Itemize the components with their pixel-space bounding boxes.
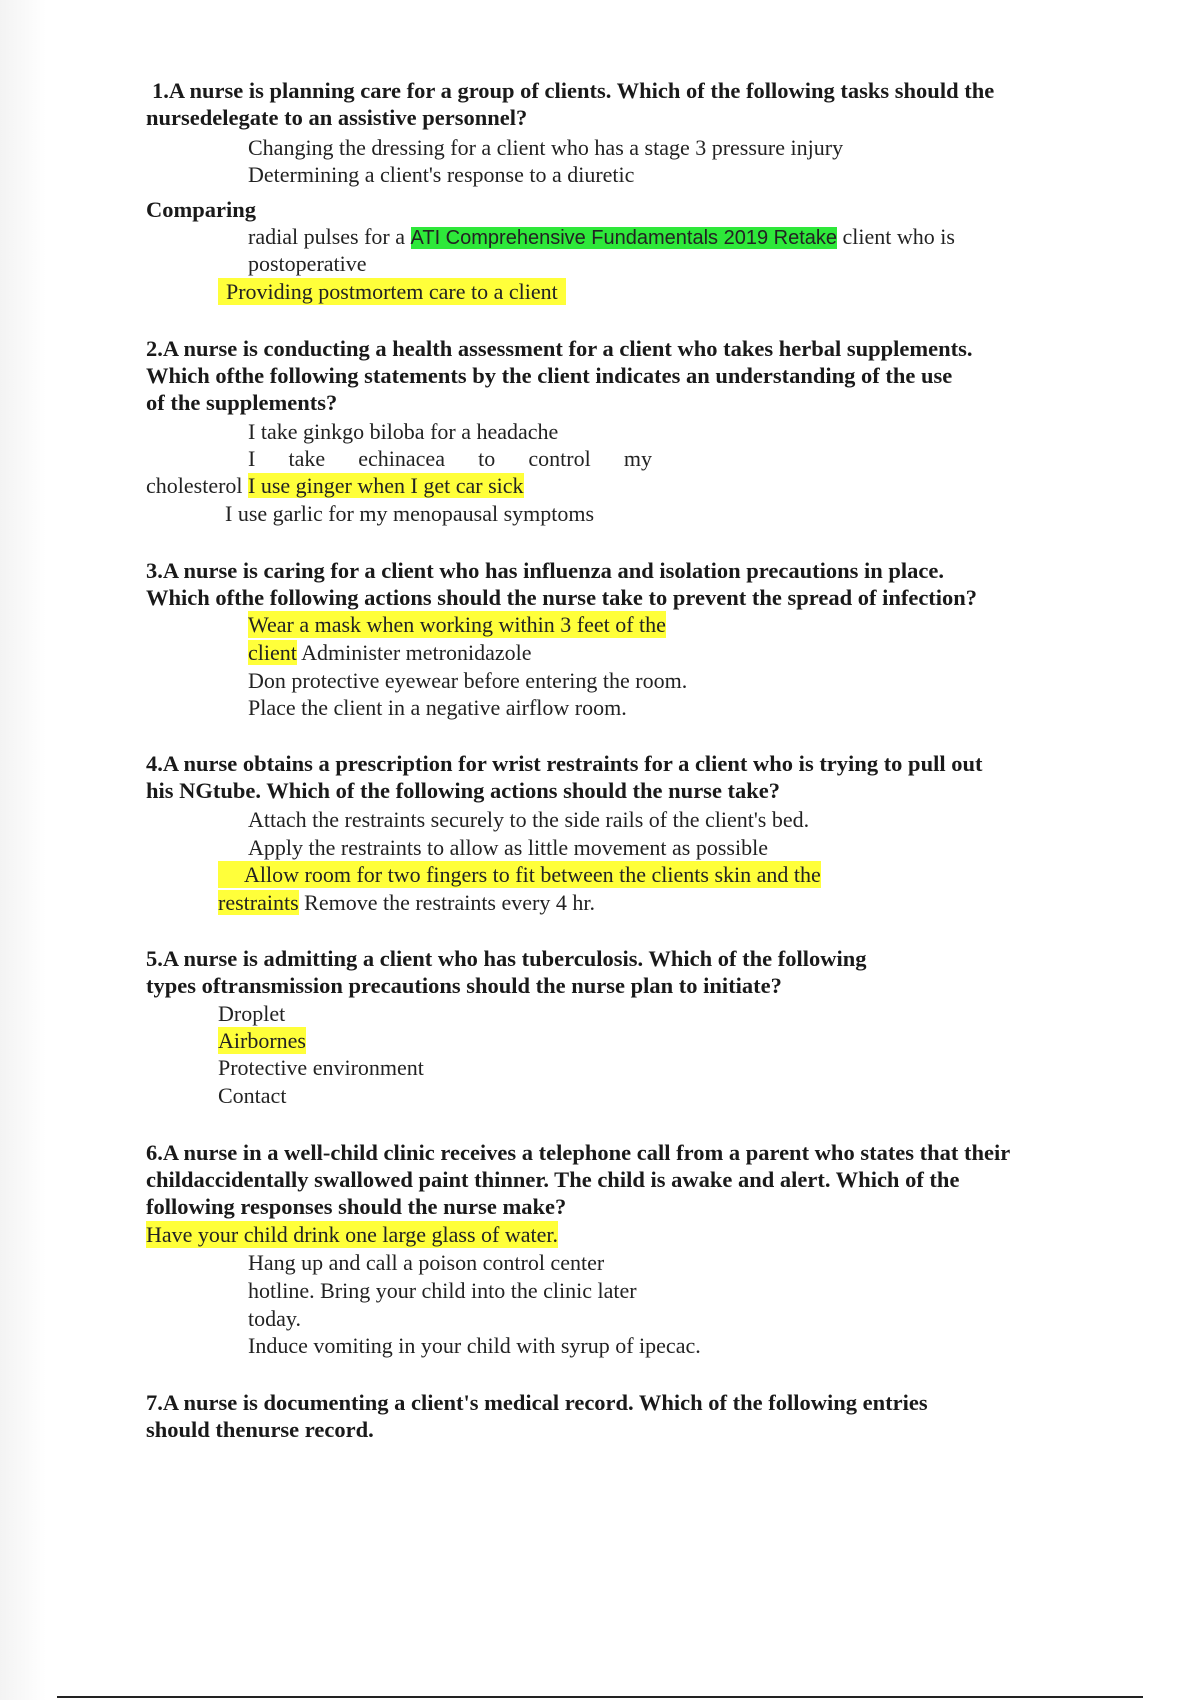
q5-option-a: Droplet xyxy=(218,1001,286,1026)
q2-word: I xyxy=(248,446,256,471)
q4-answer-highlight: Allow room for two fingers to fit between the clients skin and the xyxy=(218,861,821,888)
q4-option-a: Attach the restraints securely to the side rails of the client's bed. xyxy=(248,807,810,832)
q6-option-d: Induce vomiting in your child with syrup of ipecac. xyxy=(248,1333,701,1358)
q1-option-c-tail: client who is xyxy=(842,224,955,249)
q1-answer-highlight: Providing postmortem care to a client xyxy=(218,278,566,305)
q2-option-b-cont: cholesterol xyxy=(146,473,243,498)
q6-option-b-cont: hotline. Bring your child into the clinic later xyxy=(248,1278,637,1303)
q2-option-b-line xyxy=(248,445,652,472)
q1-option-c-line xyxy=(248,223,955,252)
q1-option-c-lead: Comparing xyxy=(146,197,257,222)
question-4-line-1: 4.A nurse obtains a prescription for wrist restraints for a client who is trying to pull out xyxy=(146,751,983,776)
q2-option-d: I use garlic for my menopausal symptoms xyxy=(225,501,595,526)
question-6-line-3: following responses should the nurse make? xyxy=(146,1194,567,1219)
question-7-line-1: 7.A nurse is documenting a client's medical record. Which of the following entries xyxy=(146,1390,928,1415)
q3-option-d: Place the client in a negative airflow room. xyxy=(248,695,627,720)
question-6-line-1: 6.A nurse in a well-child clinic receives a telephone call from a parent who states that their xyxy=(146,1140,1011,1165)
q1-option-a: Changing the dressing for a client who has a stage 3 pressure injury xyxy=(248,135,844,160)
q3-option-line-2 xyxy=(248,639,532,666)
q2-word: my xyxy=(623,446,652,471)
q1-option-c-text: radial pulses for a xyxy=(248,224,405,249)
q4-answer-highlight-cont: restraints xyxy=(218,890,299,915)
question-6-line-2: childaccidentally swallowed paint thinner. The child is awake and alert. Which of the xyxy=(146,1167,960,1192)
q2-word: take xyxy=(288,446,326,471)
q1-option-b: Determining a client's response to a diuretic xyxy=(248,162,635,187)
q2-word: control xyxy=(528,446,591,471)
q6-answer-highlight: Have your child drink one large glass of water. xyxy=(146,1222,558,1247)
q2-word: echinacea xyxy=(358,446,445,471)
page-bottom-rule xyxy=(57,1696,1143,1698)
q4-option-d: Remove the restraints every 4 hr. xyxy=(304,890,595,915)
question-5-line-2: types oftransmission precautions should the nurse plan to initiate? xyxy=(146,973,782,998)
question-5-line-1: 5.A nurse is admitting a client who has tuberculosis. Which of the following xyxy=(146,946,867,971)
q3-option-c: Don protective eyewear before entering the room. xyxy=(248,668,688,693)
question-2-line-3: of the supplements? xyxy=(146,390,338,415)
q4-option-line-4 xyxy=(218,889,595,916)
q2-answer-highlight: I use ginger when I get car sick xyxy=(248,473,524,498)
q3-answer-highlight-cont: client xyxy=(248,640,297,665)
q6-option-b-cont-2: today. xyxy=(248,1306,301,1331)
question-1-line-1: 1.A nurse is planning care for a group of clients. Which of the following tasks should the xyxy=(152,78,995,103)
q5-answer-highlight: Airbornes xyxy=(218,1028,306,1053)
q2-option-a: I take ginkgo biloba for a headache xyxy=(248,419,559,444)
question-4-line-2: his NGtube. Which of the following actions should the nurse take? xyxy=(146,778,781,803)
q6-option-b: Hang up and call a poison control center xyxy=(248,1250,605,1275)
q3-option-b: Administer metronidazole xyxy=(301,640,532,665)
page-edge-shadow xyxy=(0,0,46,1700)
q2-option-b-cont-line xyxy=(146,472,524,499)
question-3-line-1: 3.A nurse is caring for a client who has influenza and isolation precautions in place. xyxy=(146,558,944,583)
question-3-line-2: Which ofthe following actions should the nurse take to prevent the spread of infection? xyxy=(146,585,978,610)
q2-word: to xyxy=(478,446,496,471)
question-2-line-1: 2.A nurse is conducting a health assessment for a client who takes herbal supplements. xyxy=(146,336,973,361)
q3-answer-highlight: Wear a mask when working within 3 feet of the xyxy=(248,612,666,637)
question-2-line-2: Which ofthe following statements by the client indicates an understanding of the use xyxy=(146,363,953,388)
q5-option-d: Contact xyxy=(218,1083,287,1108)
question-1-line-2: nursedelegate to an assistive personnel? xyxy=(146,105,528,130)
q4-option-b: Apply the restraints to allow as little movement as possible xyxy=(248,835,768,860)
green-highlight-banner: ATI Comprehensive Fundamentals 2019 Retake xyxy=(410,227,838,249)
q1-option-c-cont: postoperative xyxy=(248,251,367,276)
question-7-line-2: should thenurse record. xyxy=(146,1417,374,1442)
q5-option-c: Protective environment xyxy=(218,1055,424,1080)
